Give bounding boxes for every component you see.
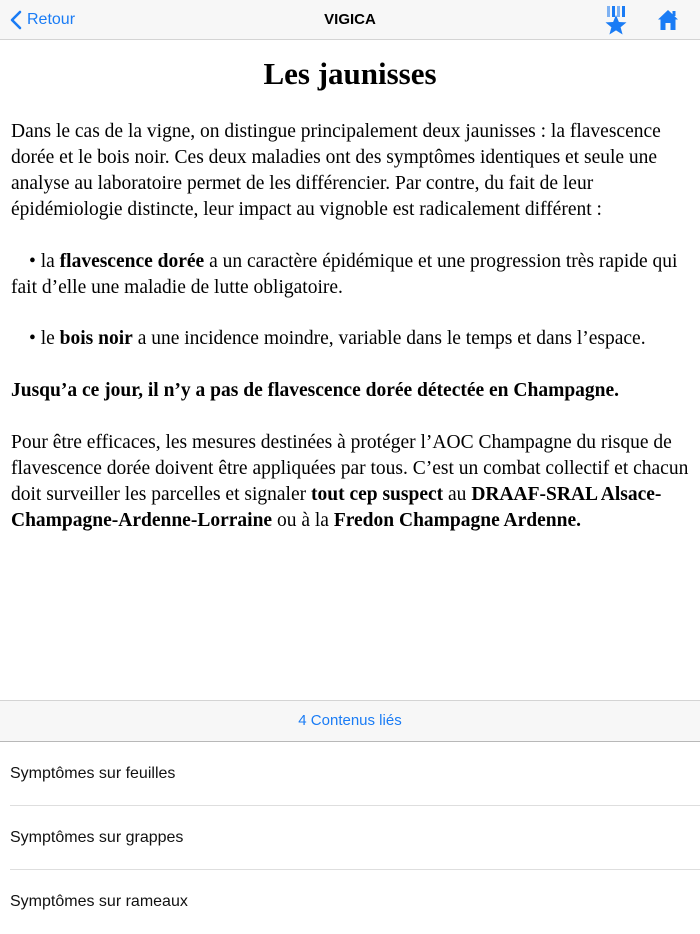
page-title: VIGICA [324, 11, 376, 28]
closing-bold-3: Fredon Champagne Ardenne. [333, 510, 582, 531]
bullet-bold-term: bois noir [59, 328, 133, 349]
closing-bold-2: DRAAF-SRAL Alsace-Champagne-Ardenne-Lorraine [11, 484, 662, 531]
related-item-symptomes-feuilles[interactable]: Symptômes sur feuilles [0, 742, 700, 806]
back-button-label: Retour [27, 11, 76, 28]
bullet-text: a une incidence moindre, variable dans le temps et dans l’espace. [137, 328, 646, 349]
closing-text-2: au [448, 484, 467, 505]
closing-text-1: Pour être efficaces, les mesures destinées à protéger l’AOC Champagne du risque de flavescence dorée doivent être appliquées par tous. C’est un combat collectif et chacun doit surveiller les parcelles et signaler [11, 432, 689, 505]
bullet-bois-noir [11, 326, 689, 352]
home-icon[interactable] [657, 9, 679, 31]
bullet-prefix: la [40, 251, 55, 272]
star-badge-icon[interactable] [602, 5, 628, 35]
closing-paragraph [11, 430, 689, 534]
related-item-symptomes-grappes[interactable]: Symptômes sur grappes [0, 806, 700, 870]
related-content-header: 4 Contenus liés [0, 700, 700, 742]
warning-paragraph: Jusqu’a ce jour, il n’y a pas de flavescence dorée détectée en Champagne. [11, 380, 620, 401]
navigation-bar [0, 0, 700, 40]
bullet-prefix: le [40, 328, 55, 349]
bullet-bold-term: flavescence dorée [59, 251, 205, 272]
article-title: Les jaunisses [263, 56, 437, 91]
article-intro-paragraph: Dans le cas de la vigne, on distingue principalement deux jaunisses : la flavescence dorée et le bois noir. Ces deux maladies ont des symptômes identiques et seule une analyse au laboratoire permet de les différencier. Par contre, du fait de leur épidémiologie distincte, leur impact au vignoble est radicalement différent : [11, 121, 661, 220]
article-content [11, 40, 689, 534]
bullet-dot: • [29, 328, 36, 349]
related-content-list [0, 742, 700, 934]
closing-bold-1: tout cep suspect [310, 484, 444, 505]
bullet-text: a un caractère épidémique et une progression très rapide qui fait d’elle une maladie de lutte obligatoire. [11, 251, 678, 298]
related-item-symptomes-rameaux[interactable]: Symptômes sur rameaux [10, 893, 188, 910]
bullet-dot: • [29, 251, 36, 272]
closing-text-3: ou à la [276, 510, 329, 531]
bullet-flavescence-doree [11, 249, 689, 301]
